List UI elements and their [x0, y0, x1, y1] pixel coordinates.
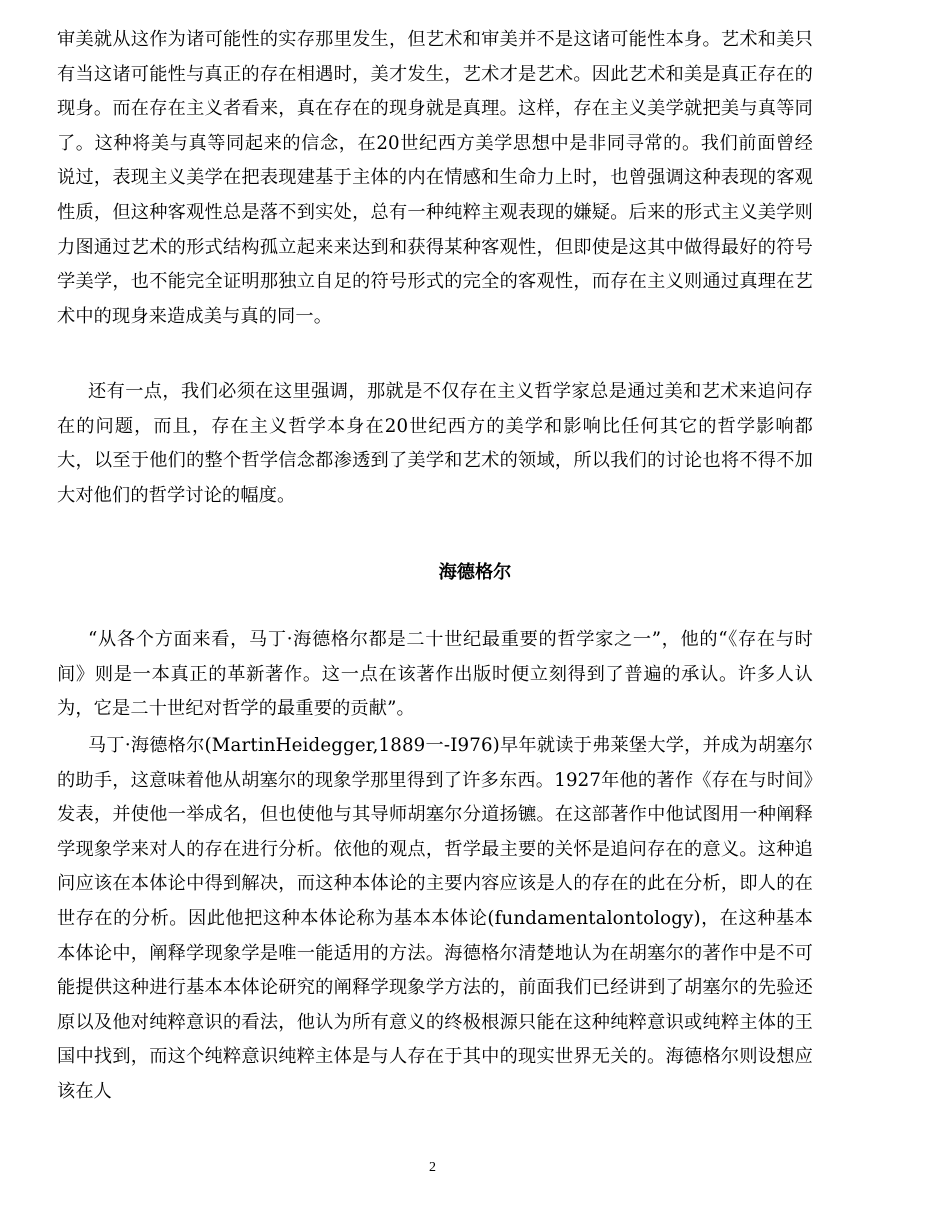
- body-paragraph-2: 还有一点，我们必须在这里强调，那就是不仅存在主义哲学家总是通过美和艺术来追问存在的问题，而且，存在主义哲学本身在20世纪西方的美学和影响比任何其它的哲学影响都大，以至于他们的整个哲学信念都渗透到了美学和艺术的领域，所以我们的讨论也将不得不加大对他们的哲学讨论的幅度。: [57, 381, 813, 506]
- body-paragraph-4: 马丁·海德格尔(MartinHeidegger,1889一-I976)早年就读于弗莱堡大学，并成为胡塞尔的助手，这意味着他从胡塞尔的现象学那里得到了许多东西。1927年他的著作《存在与时间》发表，并使他一举成名，但也使他与其导师胡塞尔分道扬镳。在这部著作中他试图用一种阐释学现象学来对人的存在进行分析。依他的观点，哲学最主要的关怀是追问存在的意义。这种追问应该在本体论中得到解决，而这种本体论的主要内容应该是人的存在的此在分析，即人的在世存在的分析。因此他把这种本体论称为基本本体论(fundamentalontology)，在这种基本本体论中，阐释学现象学是唯一能适用的方法。海德格尔清楚地认为在胡塞尔的著作中是不可能提供这种进行基本本体论研究的阐释学现象学方法的，前面我们已经讲到了胡塞尔的先验还原以及他对纯粹意识的看法，他认为所有意义的终极根源只能在这种纯粹意识或纯粹主体的王国中找到，而这个纯粹意识纯粹主体是与人存在于其中的现实世界无关的。海德格尔则设想应该在人: [57, 735, 813, 1102]
- body-paragraph-3: “从各个方面来看，马丁·海德格尔都是二十世纪最重要的哲学家之一”，他的“《存在与时间》则是一本真正的革新著作。这一点在该著作出版时便立刻得到了普遍的承认。许多人认为，它是二十世纪对哲学的最重要的贡献”。: [57, 629, 813, 720]
- body-paragraph-1: 审美就从这作为诸可能性的实存那里发生，但艺术和审美并不是这诸可能性本身。艺术和美只有当这诸可能性与真正的存在相遇时，美才发生，艺术才是艺术。因此艺术和美是真正存在的现身。而在存在主义者看来，真在存在的现身就是真理。这样，存在主义美学就把美与真等同了。这种将美与真等同起来的信念，在20世纪西方美学思想中是非同寻常的。我们前面曾经说过，表现主义美学在把表现建基于主体的内在情感和生命力上时，也曾强调这种表现的客观性质，但这种客观性总是落不到实处，总有一种纯粹主观表现的嫌疑。后来的形式主义美学则力图通过艺术的形式结构孤立起来来达到和获得某种客观性，但即使是这其中做得最好的符号学美学，也不能完全证明那独立自足的符号形式的完全的客观性，而存在主义则通过真理在艺术中的现身来造成美与真的同一。: [57, 29, 813, 327]
- section-heading: 海德格尔: [438, 562, 512, 583]
- page-number: 2: [429, 1160, 436, 1175]
